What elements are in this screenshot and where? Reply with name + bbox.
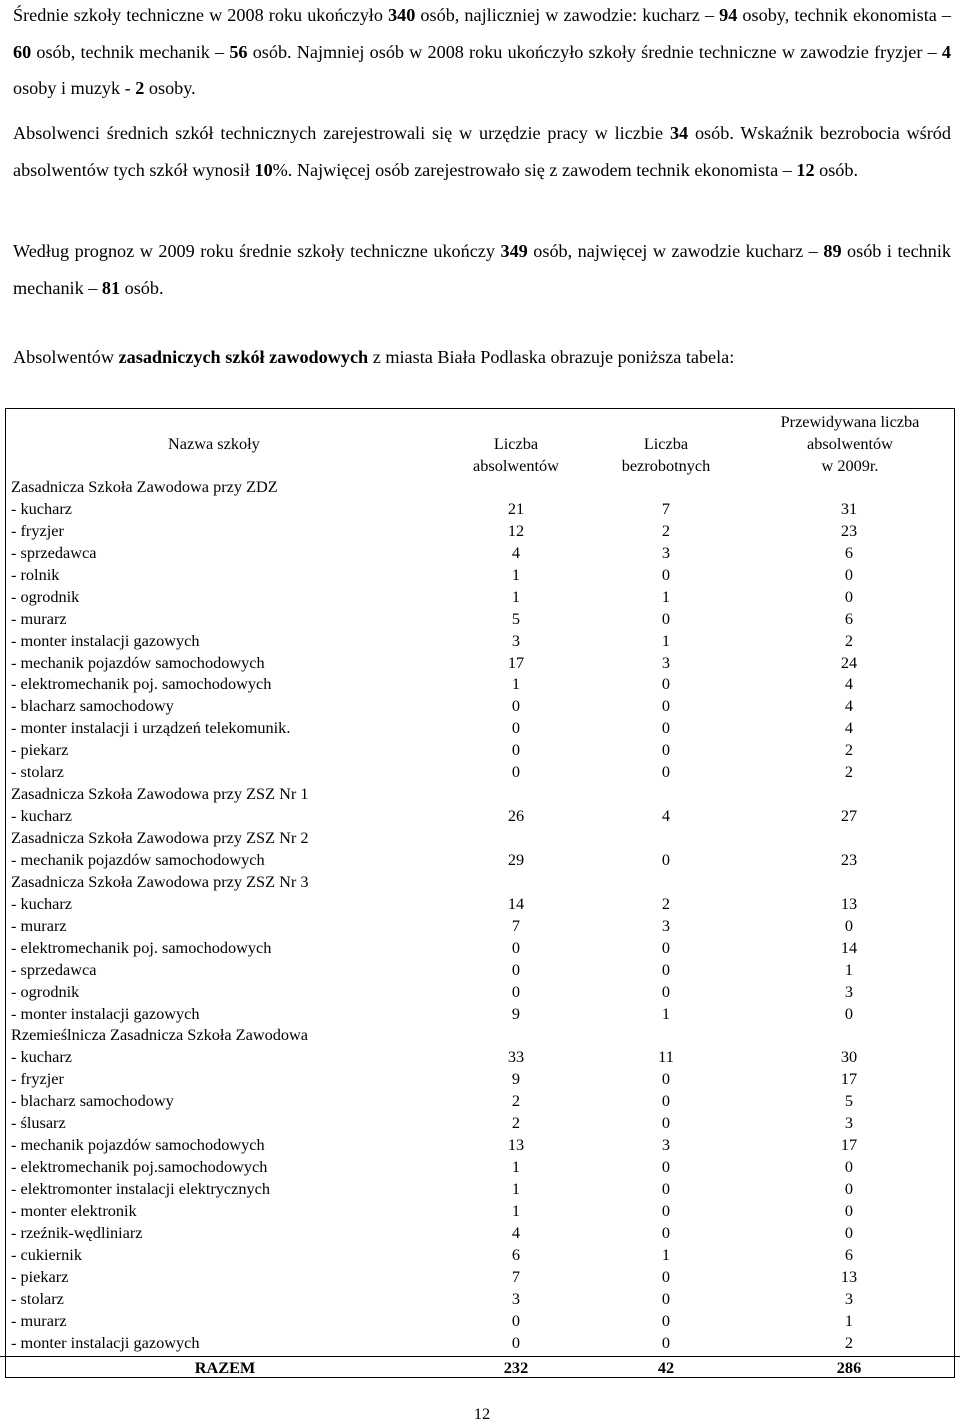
cell-forecast-2009: 6 [844,1244,854,1264]
cell-school-or-profession: - ślusarz [11,1113,66,1133]
cell-unemployed: 0 [661,696,671,716]
cell-graduates: 14 [507,893,525,913]
cell-forecast-2009: 0 [844,1157,854,1177]
cell-school-or-profession: - monter instalacji i urządzeń telekomunik. [11,718,291,738]
table-row [0,1332,960,1354]
header-graduates-line2: absolwentów [473,456,559,475]
cell-unemployed: 1 [661,586,671,606]
table-row [0,476,960,498]
cell-forecast-2009: 2 [844,740,854,760]
cell-school-or-profession: - mechanik pojazdów samochodowych [11,1135,265,1155]
cell-forecast-2009: 17 [840,1135,858,1155]
cell-graduates: 1 [511,1157,521,1177]
cell-unemployed: 3 [661,542,671,562]
paragraph-table-intro: Absolwentów zasadniczych szkół zawodowych z miasta Biała Podlaska obrazuje poniższa tabela: [13,347,735,367]
cell-forecast-2009: 6 [844,608,854,628]
table-row [0,1288,960,1310]
cell-school-or-profession: - piekarz [11,1266,69,1286]
cell-graduates: 21 [507,498,525,518]
cell-unemployed: 0 [661,1266,671,1286]
cell-forecast-2009: 23 [840,520,858,540]
total-label: RAZEM [194,1357,256,1377]
table-row [0,1222,960,1244]
cell-forecast-2009: 13 [840,1266,858,1286]
cell-forecast-2009: 0 [844,1179,854,1198]
table-row [0,805,960,827]
table-row [0,608,960,630]
header-school-name: Nazwa szkoły [168,434,260,453]
cell-forecast-2009: 0 [844,564,854,584]
cell-forecast-2009: 0 [844,915,854,935]
cell-graduates: 1 [511,564,521,584]
table-row [0,871,960,893]
cell-graduates: 1 [511,586,521,606]
cell-graduates: 6 [511,1244,521,1264]
cell-school-or-profession: - murarz [11,915,67,935]
cell-graduates: 0 [511,718,521,738]
cell-unemployed: 0 [661,1069,671,1089]
cell-school-or-profession: - elektromonter instalacji elektrycznych [11,1179,271,1198]
cell-school-or-profession: - rzeźnik-wędliniarz [11,1222,143,1242]
cell-graduates: 9 [511,1003,521,1023]
cell-school-or-profession: - elektromechanik poj.samochodowych [11,1157,268,1177]
cell-forecast-2009: 3 [844,1113,854,1133]
cell-graduates: 3 [511,630,521,650]
cell-school-or-profession: - kucharz [11,893,73,913]
cell-graduates: 26 [507,806,525,826]
cell-unemployed: 0 [661,674,671,694]
header-unemployed-line2: bezrobotnych [621,456,711,475]
cell-school-or-profession: - kucharz [11,806,73,826]
cell-graduates: 0 [511,981,521,1001]
cell-graduates: 2 [511,1091,521,1111]
cell-unemployed: 4 [661,806,671,826]
cell-school-or-profession: Rzemieślnicza Zasadnicza Szkoła Zawodowa [11,1025,309,1045]
total-forecast: 286 [836,1357,862,1377]
cell-graduates: 0 [511,740,521,760]
cell-school-or-profession: - monter instalacji gazowych [11,1332,200,1352]
cell-unemployed: 0 [661,1222,671,1242]
cell-school-or-profession: - elektromechanik poj. samochodowych [11,674,272,694]
cell-graduates: 1 [511,674,521,694]
page-number: 12 [473,1404,491,1423]
cell-forecast-2009: 2 [844,762,854,782]
cell-forecast-2009: 0 [844,1222,854,1242]
cell-unemployed: 0 [661,1332,671,1352]
cell-forecast-2009: 0 [844,1200,854,1220]
total-graduates: 232 [503,1357,529,1377]
cell-school-or-profession: - blacharz samochodowy [11,1091,174,1111]
header-forecast-line1: Przewidywana liczba [780,412,920,431]
cell-unemployed: 0 [661,1200,671,1220]
header-forecast-line2: absolwentów [807,434,893,453]
cell-unemployed: 2 [661,893,671,913]
cell-graduates: 13 [507,1135,525,1155]
cell-graduates: 1 [511,1200,521,1220]
paragraph-forecast-2009: Według prognoz w 2009 roku średnie szkoły techniczne ukończy 349 osób, najwięcej w zawodzie kucharz – 89 osób i technik mechanik – 81 osób. [13,241,951,298]
cell-school-or-profession: - mechanik pojazdów samochodowych [11,652,265,672]
cell-unemployed: 0 [661,718,671,738]
cell-school-or-profession: - stolarz [11,762,64,782]
cell-school-or-profession: Zasadnicza Szkoła Zawodowa przy ZSZ Nr 3 [11,871,309,891]
cell-forecast-2009: 14 [840,937,858,957]
table-row [0,542,960,564]
cell-unemployed: 0 [661,959,671,979]
cell-graduates: 5 [511,608,521,628]
cell-school-or-profession: - fryzjer [11,520,64,540]
cell-forecast-2009: 1 [844,959,854,979]
cell-forecast-2009: 27 [840,806,858,826]
cell-forecast-2009: 24 [840,652,858,672]
table-row [0,564,960,586]
cell-forecast-2009: 17 [840,1069,858,1089]
cell-school-or-profession: - ogrodnik [11,981,80,1001]
table-row [0,1024,960,1046]
cell-school-or-profession: - rolnik [11,564,60,584]
cell-forecast-2009: 5 [844,1091,854,1111]
table-row [0,915,960,937]
cell-forecast-2009: 30 [840,1047,858,1067]
cell-school-or-profession: - mechanik pojazdów samochodowych [11,849,265,869]
cell-forecast-2009: 2 [844,630,854,650]
cell-graduates: 7 [511,915,521,935]
table-row [0,849,960,871]
cell-forecast-2009: 13 [840,893,858,913]
cell-unemployed: 0 [661,564,671,584]
header-forecast-line3: w 2009r. [821,456,879,475]
table-row [0,1200,960,1222]
cell-graduates: 12 [507,520,525,540]
cell-graduates: 0 [511,1310,521,1330]
paragraph-technical-2008: Średnie szkoły techniczne w 2008 roku ukończyło 340 osób, najliczniej w zawodzie: kucharz – 94 osoby, technik ekonomista – 60 osób, technik mechanik – 56 osób. Najmniej osób w 2008 roku ukończyło szkoły średnie techniczne w zawodzie fryzjer – 4 osoby i muzyk - 2 osoby. [13,5,952,98]
cell-forecast-2009: 31 [840,498,858,518]
cell-unemployed: 3 [661,915,671,935]
cell-unemployed: 1 [661,630,671,650]
header-graduates-line1: Liczba [493,434,539,453]
cell-unemployed: 3 [661,1135,671,1155]
cell-unemployed: 0 [661,740,671,760]
cell-graduates: 0 [511,937,521,957]
cell-graduates: 29 [507,849,525,869]
table-row [0,652,960,674]
cell-unemployed: 11 [658,1047,674,1067]
cell-school-or-profession: - monter elektronik [11,1200,137,1220]
cell-unemployed: 0 [661,1157,671,1177]
table-row [0,630,960,652]
total-unemployed: 42 [657,1357,675,1377]
table-row [0,1310,960,1332]
cell-school-or-profession: - ogrodnik [11,586,80,606]
cell-unemployed: 0 [661,1179,671,1198]
cell-unemployed: 3 [661,652,671,672]
cell-graduates: 2 [511,1113,521,1133]
table-row [0,673,960,695]
cell-unemployed: 0 [661,608,671,628]
cell-school-or-profession: Zasadnicza Szkoła Zawodowa przy ZSZ Nr 2 [11,828,309,847]
cell-graduates: 9 [511,1069,521,1089]
cell-forecast-2009: 3 [844,981,854,1001]
table-row [0,937,960,959]
cell-unemployed: 2 [661,520,671,540]
table-row [0,827,960,849]
cell-graduates: 0 [511,959,521,979]
table-row [0,1046,960,1068]
table-row [0,1090,960,1112]
table-row [0,717,960,739]
table-row [0,761,960,783]
cell-forecast-2009: 3 [844,1288,854,1308]
cell-school-or-profession: - kucharz [11,1047,73,1067]
cell-school-or-profession: Zasadnicza Szkoła Zawodowa przy ZSZ Nr 1 [11,784,309,804]
table-row [0,1244,960,1266]
cell-forecast-2009: 0 [844,1003,854,1023]
table-row [0,1112,960,1134]
table-total-row [0,1356,960,1379]
header-unemployed-line1: Liczba [643,434,689,453]
cell-school-or-profession: - blacharz samochodowy [11,696,174,716]
table-row [0,893,960,915]
cell-graduates: 4 [511,1222,521,1242]
cell-forecast-2009: 4 [844,718,854,738]
cell-school-or-profession: - piekarz [11,740,69,760]
cell-school-or-profession: - sprzedawca [11,542,97,562]
cell-school-or-profession: - murarz [11,608,67,628]
header-unemployed [600,433,732,477]
table-row [0,695,960,717]
cell-graduates: 0 [511,696,521,716]
table-body [0,476,960,1378]
table-row [0,498,960,520]
cell-forecast-2009: 4 [844,696,854,716]
cell-graduates: 0 [511,762,521,782]
paragraph-registered-unemployed: Absolwenci średnich szkół technicznych zarejestrowali się w urzędzie pracy w liczbie 34 osób. Wskaźnik bezrobocia wśród absolwentów tych szkół wynosił 10%. Najwięcej osób zarejestrowało się z zawodem technik ekonomista – 12 osób. [13,123,951,180]
cell-unemployed: 0 [661,762,671,782]
table-row [0,1266,960,1288]
cell-graduates: 33 [507,1047,525,1067]
cell-school-or-profession: - sprzedawca [11,959,97,979]
cell-unemployed: 0 [661,1310,671,1330]
cell-graduates: 7 [511,1266,521,1286]
cell-unemployed: 7 [661,498,671,518]
table-row [0,1178,960,1200]
cell-graduates: 3 [511,1288,521,1308]
cell-school-or-profession: - kucharz [11,498,73,518]
cell-graduates: 17 [507,652,525,672]
table-row [0,520,960,542]
cell-graduates: 4 [511,542,521,562]
table-row [0,783,960,805]
cell-forecast-2009: 0 [844,586,854,606]
cell-graduates: 1 [511,1179,521,1198]
table-row [0,959,960,981]
cell-unemployed: 0 [661,1288,671,1308]
cell-school-or-profession: - monter instalacji gazowych [11,630,200,650]
table-row [0,1134,960,1156]
header-forecast [755,411,945,477]
table-row [0,586,960,608]
cell-forecast-2009: 4 [844,674,854,694]
cell-school-or-profession: - monter instalacji gazowych [11,1003,200,1023]
cell-unemployed: 0 [661,1113,671,1133]
cell-unemployed: 0 [661,981,671,1001]
cell-unemployed: 0 [661,849,671,869]
cell-school-or-profession: - elektromechanik poj. samochodowych [11,937,272,957]
cell-unemployed: 1 [661,1244,671,1264]
cell-school-or-profession: Zasadnicza Szkoła Zawodowa przy ZDZ [11,477,278,496]
table-row [0,739,960,761]
cell-school-or-profession: - cukiernik [11,1244,82,1264]
table-row [0,1068,960,1090]
cell-unemployed: 0 [661,1091,671,1111]
cell-graduates: 0 [511,1332,521,1352]
cell-school-or-profession: - murarz [11,1310,67,1330]
table-row [0,981,960,1003]
cell-forecast-2009: 2 [844,1332,854,1352]
cell-forecast-2009: 1 [844,1310,854,1330]
header-graduates [456,433,576,477]
table-row [0,1156,960,1178]
cell-unemployed: 1 [661,1003,671,1023]
cell-forecast-2009: 6 [844,542,854,562]
cell-unemployed: 0 [661,937,671,957]
cell-school-or-profession: - stolarz [11,1288,64,1308]
cell-school-or-profession: - fryzjer [11,1069,64,1089]
cell-forecast-2009: 23 [840,849,858,869]
table-row [0,1003,960,1025]
